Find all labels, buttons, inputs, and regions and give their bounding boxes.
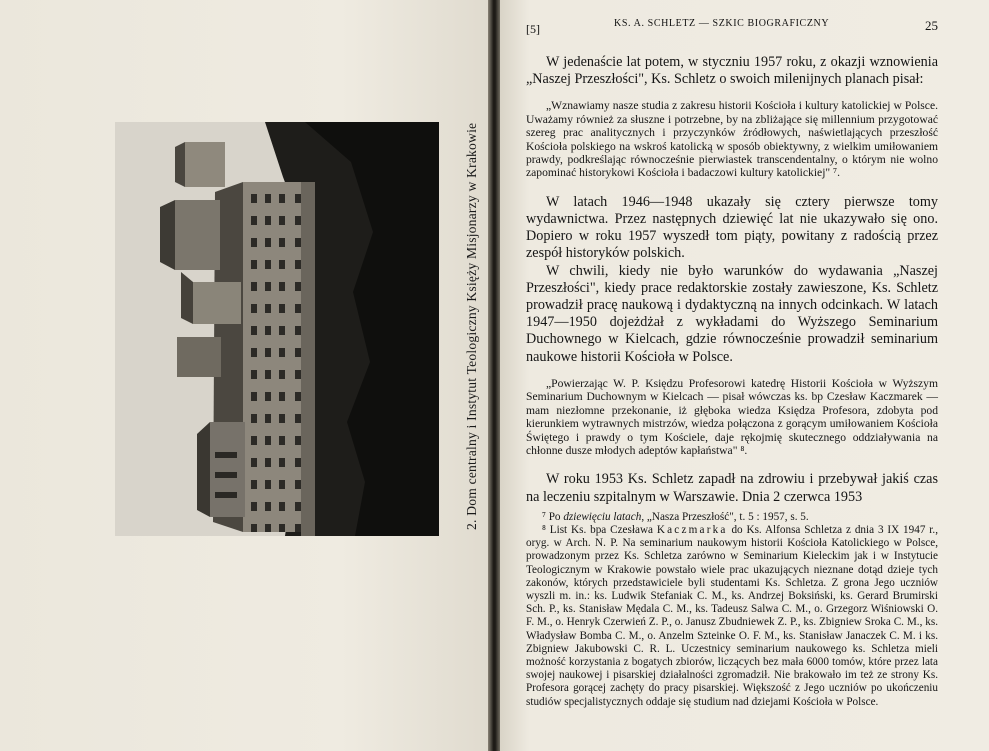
photograph-plate <box>115 122 439 536</box>
page-number: 25 <box>925 18 938 33</box>
running-title: KS. A. SCHLETZ — SZKIC BIOGRAFICZNY <box>614 18 830 29</box>
paragraph-2: W latach 1946—1948 ukazały się cztery pierwsze tomy wydawnictwa. Przez następnych dziewięć lat nie ukazywało się ono. Dopiero w roku 1957 wyszedł tom piąty, powitany z radością przez zespół historyków polskich. <box>526 193 938 262</box>
plate-caption: 2. Dom centralny i Instytut Teologiczny Księży Misjonarzy w Krakowie <box>464 122 479 530</box>
quotation-2: „Powierzając W. P. Księdzu Profesorowi katedrę Historii Kościoła w Wyższym Seminarium Duchownym w Kielcach — pisał wówczas ks. bp Czesław Kaczmarek — mam niezłomne przekonanie, iż głęboka wiedza Księdza Profesora, zdobyta pod kierunkiem wytrawnych mistrzów, wiedza połączona z gorącym umiłowaniem Kościoła Świętego i prawdy o tym Kościele, daje rękojmię skutecznego oddziaływania na chłonne dusze młodych adeptów kapłaństwa" ⁸. <box>526 376 938 457</box>
paragraph-3: W chwili, kiedy nie było warunków do wydawania „Naszej Przeszłości", kiedy prace redaktorskie zostały zawieszone, Ks. Schletz prowadził pracę naukową i dydaktyczną na innych odcinkach. W latach 1947—1950 dojeżdżał z wykładami do Wyższego Seminarium Duchownego w Kielcach, gdzie równocześnie prowadził seminarium naukowe historii Kościoła w Polsce. <box>526 262 938 365</box>
footnote-7-lead: ⁷ Po <box>542 510 564 523</box>
footnote-8-name: Kaczmarka <box>656 523 728 536</box>
paragraph-1: W jedenaście lat potem, w styczniu 1957 roku, z okazji wznowienia „Naszej Przeszłości", Ks. Schletz o swoich milenijnych planach pisał: <box>526 54 938 88</box>
running-head <box>526 14 938 34</box>
body-text <box>526 54 938 709</box>
footnote-8 <box>526 524 938 709</box>
book-gutter <box>488 0 500 751</box>
paragraph-4: W roku 1953 Ks. Schletz zapadł na zdrowiu i przebywał jakiś czas na leczeniu szpitalnym w Warszawie. Dnia 2 czerwca 1953 <box>526 471 938 505</box>
footnote-7-title: dziewięciu latach <box>563 510 642 523</box>
left-page <box>0 0 488 751</box>
section-number: [5] <box>526 22 540 36</box>
footnote-8-lead: ⁸ List Ks. bpa Czesława <box>542 523 657 536</box>
footnote-8-rest: do Ks. Alfonsa Schletza z dnia 3 IX 1947 r., oryg. w Arch. N. P. Na seminarium naukowym historii Kościoła Katolickiego w Polsce, prowadzonym przez Ks. Schletza zarówno w Seminarium Kieleckim jak i w Instytucie Teologicznym w Krakowie powstało wiele prac ukazujących nieznane dotąd dzieje tych zakonów, których przedstawiciele byli studentami Ks. Schletza. Z grona Jego uczniów wyszli m. in.: ks. Ludwik Stefaniak C. M., ks. Andrzej Boksiński, ks. Gerard Brumirski Sch. P., ks. Stanisław Mędala C. M., ks. Tadeusz Salwa C. M., o. Grzegorz Wiśniowski O. F. M., o. Henryk Czerwień Z. P., o. Janusz Zbudniewek Z. P., ks. Zbigniew Sroka C. M., ks. Władysław Bomba C. M., o. Anzelm Szteinke O. F. M., ks. Stanisław Janaczek C. M. i ks. Zbigniew Jakubowski C. R. L. Uczestnicy seminarium naukowego ks. Schletza mieli możność korzystania z bogatych zbiorów, liczących bez mała 6000 tomów, które przez lata swojej naukowej i pisarskiej działalności zgromadził. Nie brakowało im też ze strony Ks. Profesora gorącej zachęty do pracy pisarskiej. Większość z Jego uczniów po ukończeniu studiów specjalistycznych oddaje się studium nad dziejami Kościoła w Polsce. <box>526 523 938 708</box>
quotation-1: „Wznawiamy nasze studia z zakresu historii Kościoła i kultury katolickiej w Polsce. Uważamy również za słuszne i potrzebne, by na zbliżające się millennium przygotować szereg prac analitycznych i przyczynków źródłowych, naświetlających przeszłość Kościoła polskiego na wskroś katolicką w sposób obiektywny, z wielkim umiłowaniem prawdy, podkreślając równocześnie pierwiastek transcendentalny, o którym nie wolno zapominać historykowi Kościoła i badaczowi kultury katolickiej" ⁷. <box>526 99 938 180</box>
footnotes <box>526 511 938 709</box>
footnote-7 <box>526 511 938 524</box>
footnote-7-rest: , „Nasza Przeszłość", t. 5 : 1957, s. 5. <box>641 510 809 523</box>
